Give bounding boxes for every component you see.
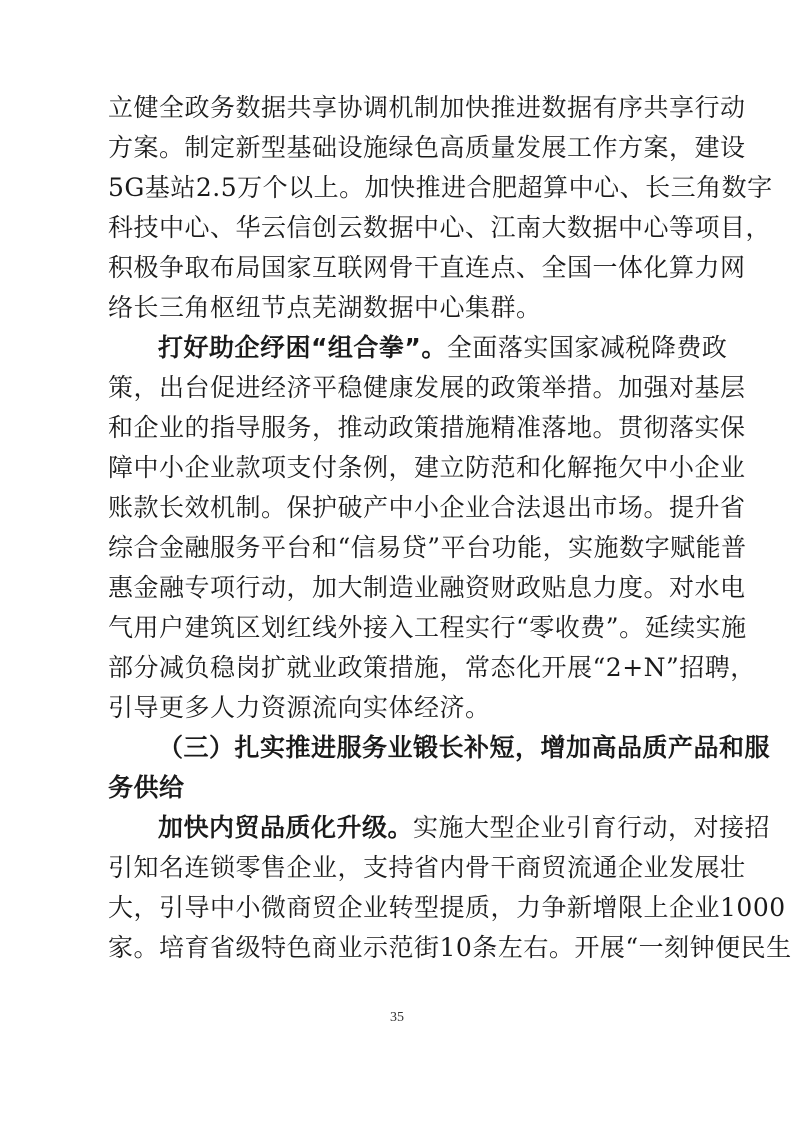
paragraph-domestic-trade <box>108 808 792 968</box>
text-line: 积极争取布局国家互联网骨干直连点、全国一体化算力网 <box>108 253 746 282</box>
text-fragment: 实施大型企业引育行动，对接招 <box>413 813 771 842</box>
text-line: 和企业的指导服务，推动政策措施精准落地。贯彻落实保 <box>108 413 746 442</box>
text-line: 立健全政务数据共享协调机制加快推进数据有序共享行动 <box>108 93 746 122</box>
text-line: 方案。制定新型基础设施绿色高质量发展工作方案，建设 <box>108 133 746 162</box>
text-fragment: 全面落实国家减税降费政 <box>446 333 728 362</box>
text-line: 障中小企业款项支付条例，建立防范和化解拖欠中小企业 <box>108 453 746 482</box>
paragraph-lead: 加快内贸品质化升级。 <box>158 813 414 842</box>
text-line: 策，出台促进经济平稳健康发展的政策举措。加强对基层 <box>108 373 746 402</box>
text-line: 引知名连锁零售企业，支持省内骨干商贸流通企业发展壮 <box>108 853 746 882</box>
text-line: 部分减负稳岗扩就业政策措施，常态化开展“2+N”招聘， <box>108 653 756 682</box>
paragraph-enterprise-relief <box>108 328 756 728</box>
paragraph-lead: 打好助企纾困“组合拳”。 <box>158 333 447 362</box>
text-line <box>108 808 771 848</box>
text-line: 气用户建筑区划红线外接入工程实行“零收费”。延续实施 <box>108 613 747 642</box>
text-line: 家。培育省级特色商业示范街10条左右。开展“一刻钟便民生 <box>108 933 792 962</box>
text-line: 5G基站2.5万个以上。加快推进合肥超算中心、长三角数字 <box>108 173 773 202</box>
page-number: 35 <box>390 1010 404 1025</box>
text-line: 络长三角枢纽节点芜湖数据中心集群。 <box>108 293 542 322</box>
section-heading <box>108 728 771 808</box>
text-line: 账款长效机制。保护破产中小企业合法退出市场。提升省 <box>108 493 746 522</box>
section-heading-line: （三）扎实推进服务业锻长补短，增加高品质产品和服 <box>158 733 771 762</box>
text-line: 引导更多人力资源流向实体经济。 <box>108 693 491 722</box>
text-line: 惠金融专项行动，加大制造业融资财政贴息力度。对水电 <box>108 573 746 602</box>
paragraph-digital-infrastructure <box>108 88 773 328</box>
text-line: 大，引导中小微商贸企业转型提质，力争新增限上企业1000 <box>108 893 786 922</box>
text-line <box>108 328 728 368</box>
text-line: 科技中心、华云信创云数据中心、江南大数据中心等项目， <box>108 213 772 242</box>
section-heading-line: 务供给 <box>108 773 185 802</box>
text-line: 综合金融服务平台和“信易贷”平台功能，实施数字赋能普 <box>108 533 747 562</box>
document-body <box>108 88 792 968</box>
